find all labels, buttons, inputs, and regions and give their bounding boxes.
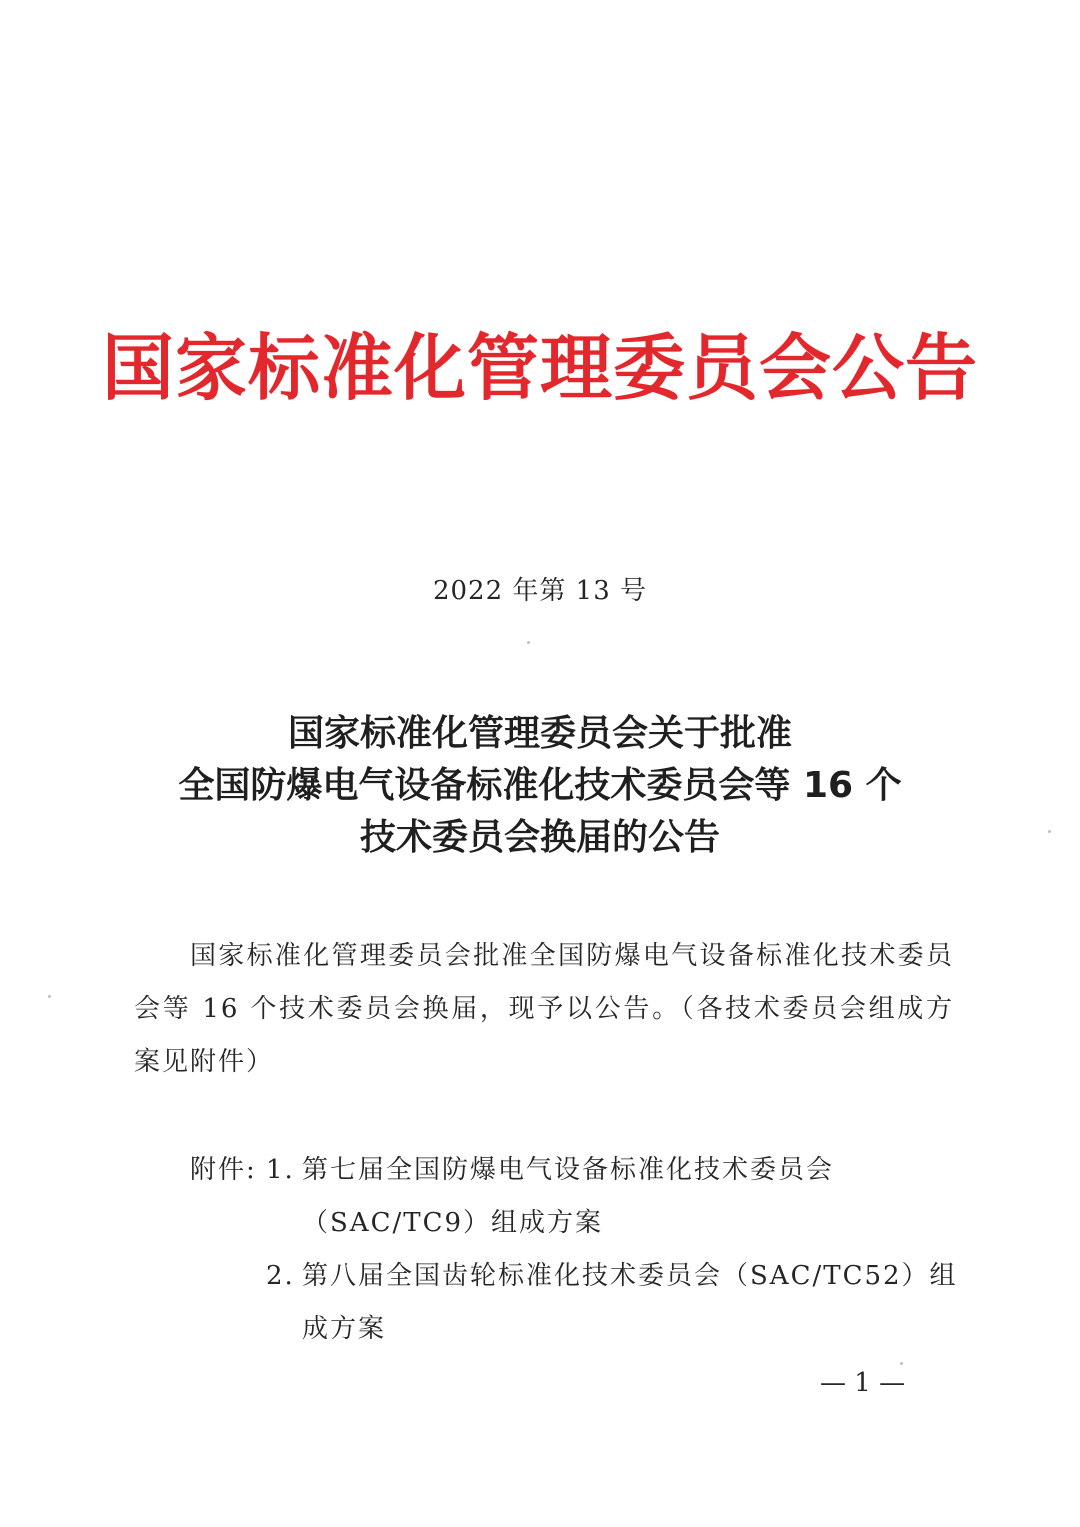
page-number: — 1 — (820, 1368, 906, 1398)
issuing-authority-title: 国家标准化管理委员会公告 (101, 325, 978, 410)
scan-speck (48, 995, 51, 998)
attachment-number: 1. (266, 1155, 295, 1185)
announcement-headline (0, 708, 1080, 864)
headline-line-3: 技术委员会换届的公告 (359, 817, 720, 858)
attachment-title-line-2: 成方案 (302, 1314, 387, 1344)
attachment-title-line-2: （SAC/TC9）组成方案 (302, 1208, 604, 1238)
scan-speck (527, 641, 530, 644)
attachment-number: 2. (266, 1261, 295, 1291)
headline-line-1: 国家标准化管理委员会关于批准 (287, 713, 792, 754)
attachment-item (190, 1144, 970, 1197)
announcement-body: 国家标准化管理委员会批准全国防爆电气设备标准化技术委员会等 16 个技术委员会换届，现予以公告。（各技术委员会组成方案见附件） (134, 941, 954, 1077)
attachments-label: 附件: (190, 1155, 257, 1185)
attachment-title-line-1: 第七届全国防爆电气设备标准化技术委员会 (302, 1155, 835, 1185)
attachment-title-line-1: 第八届全国齿轮标准化技术委员会（SAC/TC52）组 (302, 1261, 958, 1291)
attachments-list (190, 1144, 970, 1356)
attachment-item (190, 1250, 970, 1303)
scan-speck (1048, 830, 1051, 833)
scan-speck (900, 1362, 903, 1365)
headline-line-2: 全国防爆电气设备标准化技术委员会等 16 个 (178, 765, 902, 806)
announcement-number: 2022 年第 13 号 (432, 576, 648, 606)
